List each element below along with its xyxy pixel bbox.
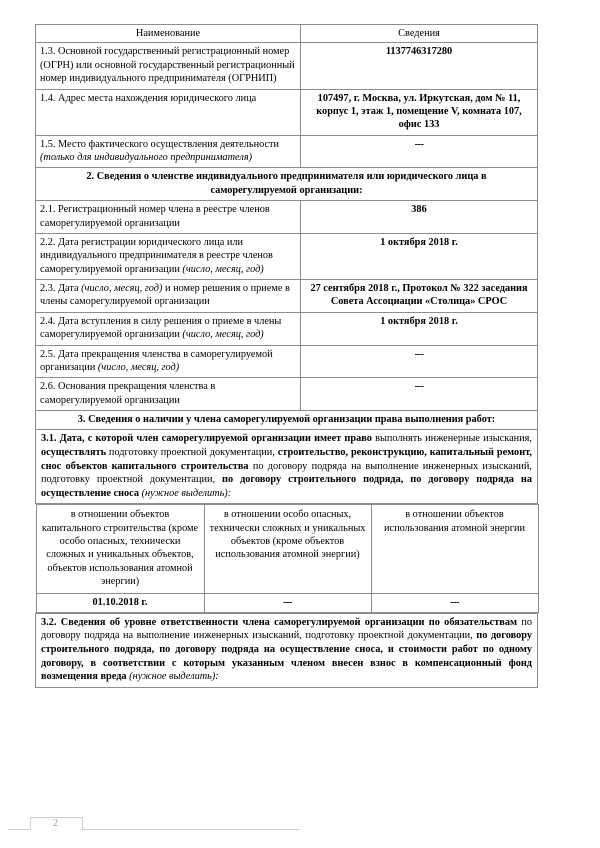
tri-value-col1: 01.10.2018 г. — [36, 593, 204, 612]
page-footer — [0, 812, 600, 838]
table-row — [36, 378, 538, 411]
table-row — [36, 345, 538, 378]
p31-seg8: (нужное выделить): — [139, 487, 232, 499]
row-label-2-3-text-b: и номер решения о приеме в члены саморегулируемой организации — [40, 283, 290, 308]
row-value-1-3: 1137746317280 — [301, 43, 538, 89]
p31-seg1: 3.1. Дата, с которой член саморегулируемой организации имеет право — [41, 433, 372, 445]
table-row — [36, 233, 538, 279]
row-label-2-5-text: 2.5. Дата прекращения членства в саморегулируемой организации — [40, 348, 273, 373]
row-label-2-6: 2.6. Основания прекращения членства в саморегулируемой организации — [36, 378, 301, 411]
tri-header-col3: в отношении объектов использования атомной энергии — [371, 505, 538, 593]
row-label-2-2-text: 2.2. Дата регистрации юридического лица или индивидуального предпринимателя в реестре членов саморегулируемой организации — [40, 236, 273, 275]
section-header-3: 3. Сведения о наличии у члена саморегулируемой организации права выполнения работ: — [36, 411, 538, 430]
paragraph-3-1 — [36, 430, 538, 504]
column-header-value: Сведения — [301, 25, 538, 43]
row-label-1-3: 1.3. Основной государственный регистрационный номер (ОГРН) или основной государственный регистрационный номер индивидуального предпринимателя (ОГРНИП) — [36, 43, 301, 89]
row-label-2-4 — [36, 312, 301, 345]
row-label-2-3-text-a: 2.3. Дата — [40, 283, 82, 294]
column-header-name: Наименование — [36, 25, 301, 43]
row-value-2-5: --- — [301, 345, 538, 378]
p31-seg4: подготовку проектной документации, — [106, 446, 278, 458]
row-value-2-4: 1 октября 2018 г. — [301, 312, 538, 345]
section-header-row-2 — [36, 168, 538, 201]
table-row — [36, 89, 538, 135]
tri-column-wrapper — [36, 504, 538, 614]
p32-seg3: по договору строительного подряда, по договору подряда на осуществление сноса, и стоимости работ по одному договору, в соответствии с которым указанным членом внесен взнос в компенсационный фонд возмещения вреда — [41, 630, 532, 683]
table-row — [36, 312, 538, 345]
table-header-row — [36, 25, 538, 43]
row-label-2-5-note: (число, месяц, год) — [97, 361, 180, 373]
row-label-2-1: 2.1. Регистрационный номер члена в реестре членов саморегулируемой организации — [36, 201, 301, 234]
tri-value-col2: --- — [204, 593, 371, 612]
row-value-2-6: --- — [301, 378, 538, 411]
registry-table — [35, 24, 538, 688]
row-value-1-5: --- — [301, 135, 538, 168]
row-label-1-4: 1.4. Адрес места нахождения юридического лица — [36, 89, 301, 135]
table-row — [36, 43, 538, 89]
p32-seg1: 3.2. Сведения об уровне ответственности члена саморегулируемой организации по обязательствам — [41, 616, 518, 628]
row-value-2-1: 386 — [301, 201, 538, 234]
p32-seg4: (нужное выделить): — [126, 671, 219, 683]
row-value-2-2: 1 октября 2018 г. — [301, 233, 538, 279]
row-label-2-3 — [36, 280, 301, 313]
page-number: 2 — [53, 818, 58, 829]
section-header-2: 2. Сведения о членстве индивидуального предпринимателя или юридического лица в саморегулируемой организации: — [36, 168, 538, 201]
p32-seg2: по договору подряда на выполнение инженерных изысканий, подготовку проектной документации, — [41, 616, 532, 642]
p31-seg6: по договору подряда на выполнение инженерных изысканий, подготовку проектной документации, — [41, 460, 532, 486]
row-label-2-4-text: 2.4. Дата вступления в силу решения о приеме в члены саморегулируемой организации — [40, 315, 282, 341]
row-label-2-4-note: (число, месяц, год) — [182, 329, 264, 341]
row-label-1-5-note: (только для индивидуального предпринимателя) — [40, 152, 253, 163]
paragraph-row-3-2 — [36, 613, 538, 687]
p31-seg3: осуществлять — [41, 446, 107, 458]
table-row — [36, 135, 538, 168]
tri-column-table — [36, 504, 539, 613]
row-label-2-5 — [36, 345, 301, 378]
paragraph-row-3-1 — [36, 430, 538, 504]
paragraph-3-2 — [36, 613, 538, 687]
row-label-2-3-note: (число, месяц, год) — [81, 283, 163, 294]
p31-seg5: строительство, реконструкцию, капитальный ремонт, снос объектов капитального строительства — [41, 446, 532, 472]
row-label-1-5-text: 1.5. Место фактического осуществления деятельности — [40, 138, 280, 150]
row-label-2-2 — [36, 233, 301, 279]
tri-header-col2: в отношении особо опасных, технически сложных и уникальных объектов (кроме объектов использования атомной энергии) — [204, 505, 371, 593]
p31-seg7: по договору строительного подряда, по договору подряда на осуществление сноса — [41, 474, 532, 499]
table-row — [36, 280, 538, 313]
row-value-1-4: 107497, г. Москва, ул. Иркутская, дом № 11, корпус 1, этаж 1, помещение V, комната 107, офис 133 — [301, 89, 538, 135]
row-value-2-3: 27 сентября 2018 г., Протокол № 322 заседания Совета Ассоциации «Столица» СРОС — [301, 280, 538, 313]
tri-header-row — [36, 505, 538, 593]
tri-column-wrapper-row — [36, 504, 538, 614]
table-row — [36, 201, 538, 234]
row-label-2-2-note: (число, месяц, год) — [182, 263, 264, 275]
p31-seg2: выполнять инженерные изыскания, — [371, 433, 532, 445]
tri-value-row — [36, 593, 538, 612]
section-header-row-3 — [36, 411, 538, 430]
tri-header-col1: в отношении объектов капитального строительства (кроме особо опасных, технически сложных и уникальных объектов, объектов использования атомной энергии) — [36, 505, 204, 593]
tri-value-col3: --- — [371, 593, 538, 612]
row-label-1-5 — [36, 135, 301, 168]
